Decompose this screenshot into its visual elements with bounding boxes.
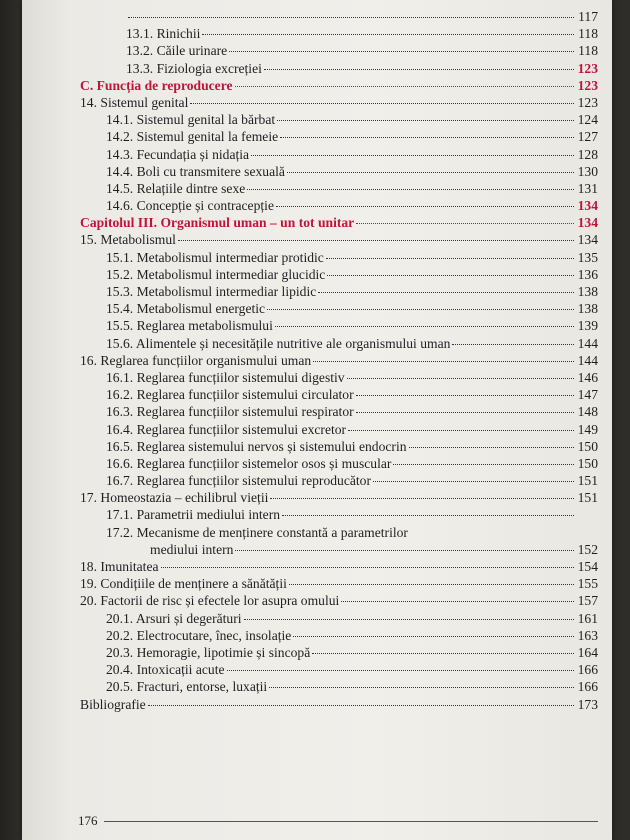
toc-entry-label: 16.4. Reglarea funcțiilor sistemului excretor bbox=[106, 421, 347, 437]
toc-entry-page: 124 bbox=[577, 112, 598, 128]
toc-entry-label: 20.3. Hemoragie, lipotimie și sincopă bbox=[106, 644, 311, 660]
toc-leader-dots bbox=[356, 385, 574, 396]
binding-shadow bbox=[0, 0, 18, 840]
toc-entry-label: 17.2. Mecanisme de menținere constantă a parametrilor bbox=[106, 524, 408, 540]
toc-entry bbox=[80, 558, 598, 575]
toc-entry-page: 123 bbox=[577, 60, 598, 76]
toc-entry bbox=[80, 25, 598, 42]
toc-entry-label: 15.6. Alimentele și necesitățile nutritive ale organismului uman bbox=[106, 335, 451, 351]
toc-entry-page: 173 bbox=[577, 696, 598, 712]
toc-entry-label: 13.3. Fiziologia excreției bbox=[126, 60, 262, 76]
toc-entry bbox=[80, 627, 598, 644]
toc-entry-page: 163 bbox=[577, 627, 598, 643]
toc-entry-page: 136 bbox=[577, 266, 598, 282]
toc-entry-page: 117 bbox=[578, 9, 598, 24]
toc-entry bbox=[80, 317, 598, 334]
toc-entry bbox=[80, 438, 598, 455]
toc-leader-dots bbox=[287, 162, 574, 173]
toc-entry-label: 16.2. Reglarea funcțiilor sistemului circulator bbox=[106, 387, 354, 403]
toc-entry-label: 14.1. Sistemul genital la bărbat bbox=[106, 112, 276, 128]
toc-entry-label: 16. Reglarea funcțiilor organismului uman bbox=[80, 352, 312, 368]
toc-entry bbox=[80, 300, 598, 317]
toc-entry-page: 130 bbox=[577, 163, 598, 179]
toc-entry-label: 14. Sistemul genital bbox=[80, 94, 189, 110]
toc-leader-dots bbox=[347, 368, 574, 379]
toc-entry-page: 161 bbox=[577, 610, 598, 626]
toc-entry-page: 138 bbox=[577, 284, 598, 299]
toc-entry-page: 152 bbox=[577, 541, 598, 557]
toc-leader-dots bbox=[267, 299, 574, 310]
toc-entry-page: 134 bbox=[577, 232, 598, 248]
toc-entry bbox=[80, 472, 598, 489]
page-footer bbox=[78, 813, 598, 829]
toc-entry-label: Bibliografie bbox=[80, 696, 146, 712]
toc-entry-label: 15.1. Metabolismul intermediar protidic bbox=[106, 249, 324, 265]
toc-entry-label: 13.2. Căile urinare bbox=[126, 43, 228, 59]
toc-leader-dots bbox=[128, 7, 574, 18]
toc-entry-page: 118 bbox=[578, 26, 598, 42]
toc-entry bbox=[80, 610, 598, 627]
toc-leader-dots bbox=[326, 248, 574, 259]
toc-entry-label: 16.6. Reglarea funcțiilor sistemelor osos și muscular bbox=[106, 455, 392, 471]
toc-entry-page: 123 bbox=[577, 94, 598, 110]
toc-entry-page: 144 bbox=[577, 335, 598, 351]
toc-leader-dots bbox=[235, 540, 574, 551]
toc-entry-page: 148 bbox=[577, 404, 598, 420]
toc-leader-dots bbox=[293, 626, 574, 637]
toc-entry-label: 20.5. Fracturi, entorse, luxații bbox=[106, 679, 268, 695]
toc-entry-label: 15. Metabolismul bbox=[80, 232, 176, 248]
toc-leader-dots bbox=[235, 76, 574, 87]
toc-leader-dots bbox=[280, 127, 574, 138]
toc-entry-page: 149 bbox=[577, 421, 598, 437]
toc-entry bbox=[80, 575, 598, 592]
book-page bbox=[22, 0, 612, 840]
toc-entry-label: mediului intern bbox=[150, 541, 234, 557]
toc-entry-page: 166 bbox=[577, 679, 598, 695]
toc-leader-dots bbox=[318, 282, 574, 293]
toc-entry-page: 128 bbox=[577, 146, 598, 162]
toc-entry bbox=[80, 403, 598, 420]
footer-rule bbox=[104, 821, 599, 822]
toc-entry-label: 17.1. Parametrii mediului intern bbox=[106, 507, 281, 523]
toc-entry-label: 15.3. Metabolismul intermediar lipidic bbox=[106, 284, 317, 299]
toc-leader-dots bbox=[190, 93, 574, 104]
toc-entry bbox=[80, 249, 598, 266]
table-of-contents bbox=[80, 8, 598, 713]
toc-entry bbox=[80, 421, 598, 438]
toc-entry-label: 18. Imunitatea bbox=[80, 559, 159, 574]
toc-entry-label: 16.3. Reglarea funcțiilor sistemului respirator bbox=[106, 404, 354, 420]
toc-entry-label: 14.3. Fecundația și nidația bbox=[106, 146, 250, 162]
toc-leader-dots bbox=[348, 420, 574, 431]
toc-entry-label: 15.5. Reglarea metabolismului bbox=[106, 318, 273, 334]
toc-leader-dots bbox=[313, 351, 574, 362]
toc-entry bbox=[80, 163, 598, 180]
toc-entry bbox=[80, 283, 598, 300]
toc-entry bbox=[80, 197, 598, 214]
toc-entry-page: 157 bbox=[577, 593, 598, 609]
toc-entry bbox=[80, 369, 598, 386]
toc-leader-dots bbox=[327, 265, 574, 276]
page-number: 176 bbox=[78, 813, 98, 828]
toc-leader-dots bbox=[393, 454, 574, 465]
toc-leader-dots bbox=[409, 437, 574, 448]
toc-entry bbox=[80, 592, 598, 609]
toc-entry bbox=[80, 678, 598, 695]
toc-leader-dots bbox=[247, 179, 574, 190]
toc-entry-label: 14.4. Boli cu transmitere sexuală bbox=[106, 163, 285, 179]
toc-leader-dots bbox=[373, 471, 574, 482]
toc-entry bbox=[80, 266, 598, 283]
toc-entry-label: 15.4. Metabolismul energetic bbox=[106, 301, 266, 317]
toc-entry bbox=[80, 94, 598, 111]
toc-entry bbox=[80, 214, 598, 231]
toc-entry-label: 16.7. Reglarea funcțiilor sistemului reproducător bbox=[106, 473, 371, 489]
toc-entry-page: 151 bbox=[577, 490, 598, 506]
toc-entry-page: 147 bbox=[577, 387, 598, 403]
toc-leader-dots bbox=[178, 230, 574, 241]
toc-entry-page: 123 bbox=[577, 77, 598, 93]
toc-entry-page: 150 bbox=[577, 438, 598, 454]
toc-entry-page: 127 bbox=[577, 129, 598, 145]
toc-entry-page: 131 bbox=[577, 180, 598, 196]
toc-entry-label: 20.4. Intoxicații acute bbox=[106, 662, 225, 678]
toc-entry bbox=[80, 60, 598, 77]
toc-entry-page: 166 bbox=[577, 662, 598, 678]
toc-entry bbox=[80, 77, 598, 94]
toc-entry-label: 20.2. Electrocutare, înec, insolație bbox=[106, 627, 292, 643]
toc-entry bbox=[80, 111, 598, 128]
toc-entry bbox=[80, 386, 598, 403]
toc-entry bbox=[80, 455, 598, 472]
toc-entry-page: 134 bbox=[577, 215, 598, 231]
toc-entry-page: 134 bbox=[577, 198, 598, 214]
toc-entry bbox=[80, 489, 598, 506]
toc-entry-label: 14.2. Sistemul genital la femeie bbox=[106, 129, 279, 145]
toc-entry-page: 138 bbox=[577, 301, 598, 317]
toc-leader-dots bbox=[452, 334, 574, 345]
toc-entry-page: 144 bbox=[577, 352, 598, 368]
toc-entry bbox=[80, 8, 598, 25]
toc-entry-label: 19. Condițiile de menținere a sănătății bbox=[80, 576, 287, 592]
toc-entry bbox=[80, 352, 598, 369]
toc-entry-label: 14.5. Relațiile dintre sexe bbox=[106, 180, 246, 196]
toc-entry-page: 155 bbox=[577, 576, 598, 592]
toc-entry-page: 139 bbox=[577, 318, 598, 334]
toc-entry-page: 150 bbox=[577, 455, 598, 471]
toc-leader-dots bbox=[251, 145, 574, 156]
toc-entry bbox=[80, 146, 598, 163]
toc-entry-label: C. Funcția de reproducere bbox=[80, 77, 233, 93]
toc-entry-label: 20. Factorii de risc și efectele lor asupra omului bbox=[80, 593, 340, 609]
toc-leader-dots bbox=[269, 677, 574, 688]
toc-leader-dots bbox=[356, 213, 574, 224]
toc-entry bbox=[80, 661, 598, 678]
toc-leader-dots bbox=[229, 41, 574, 52]
toc-leader-dots bbox=[148, 695, 574, 706]
toc-leader-dots bbox=[277, 110, 574, 121]
toc-leader-dots bbox=[282, 505, 574, 516]
toc-leader-dots bbox=[356, 402, 574, 413]
toc-entry-page: 151 bbox=[577, 473, 598, 489]
toc-leader-dots bbox=[270, 488, 574, 499]
toc-entry-page: 154 bbox=[577, 559, 598, 574]
toc-entry bbox=[80, 180, 598, 197]
toc-entry bbox=[80, 644, 598, 661]
toc-entry-label: 20.1. Arsuri și degerături bbox=[106, 610, 242, 626]
toc-entry bbox=[80, 696, 598, 713]
toc-leader-dots bbox=[244, 609, 574, 620]
toc-entry-page: 146 bbox=[577, 369, 598, 385]
toc-entry-label: 14.6. Concepție și contracepție bbox=[106, 198, 274, 214]
toc-entry-label: 17. Homeostazia – echilibrul vieții bbox=[80, 490, 269, 506]
toc-leader-dots bbox=[161, 557, 574, 568]
toc-leader-dots bbox=[312, 643, 574, 654]
toc-entry bbox=[80, 506, 598, 523]
toc-leader-dots bbox=[289, 574, 574, 585]
toc-leader-dots bbox=[341, 591, 574, 602]
toc-entry-label: 15.2. Metabolismul intermediar glucidic bbox=[106, 266, 326, 282]
toc-entry bbox=[80, 335, 598, 352]
toc-entry bbox=[80, 231, 598, 248]
toc-entry-label: 16.1. Reglarea funcțiilor sistemului digestiv bbox=[106, 369, 345, 385]
toc-entry bbox=[80, 42, 598, 59]
toc-entry-label: 16.5. Reglarea sistemului nervos și sistemului endocrin bbox=[106, 438, 407, 454]
toc-leader-dots bbox=[276, 196, 574, 207]
toc-entry-label: Capitolul III. Organismul uman – un tot unitar bbox=[80, 215, 355, 231]
toc-leader-dots bbox=[227, 660, 574, 671]
toc-entry-page: 164 bbox=[577, 644, 598, 660]
toc-entry-page: 118 bbox=[578, 43, 598, 59]
toc-entry bbox=[80, 541, 598, 558]
toc-entry bbox=[80, 524, 598, 541]
toc-entry-page: 135 bbox=[577, 249, 598, 265]
toc-leader-dots bbox=[202, 24, 574, 35]
toc-entry-label: 13.1. Rinichii bbox=[126, 26, 201, 42]
toc-leader-dots bbox=[264, 59, 574, 70]
toc-entry bbox=[80, 128, 598, 145]
toc-leader-dots bbox=[275, 316, 574, 327]
